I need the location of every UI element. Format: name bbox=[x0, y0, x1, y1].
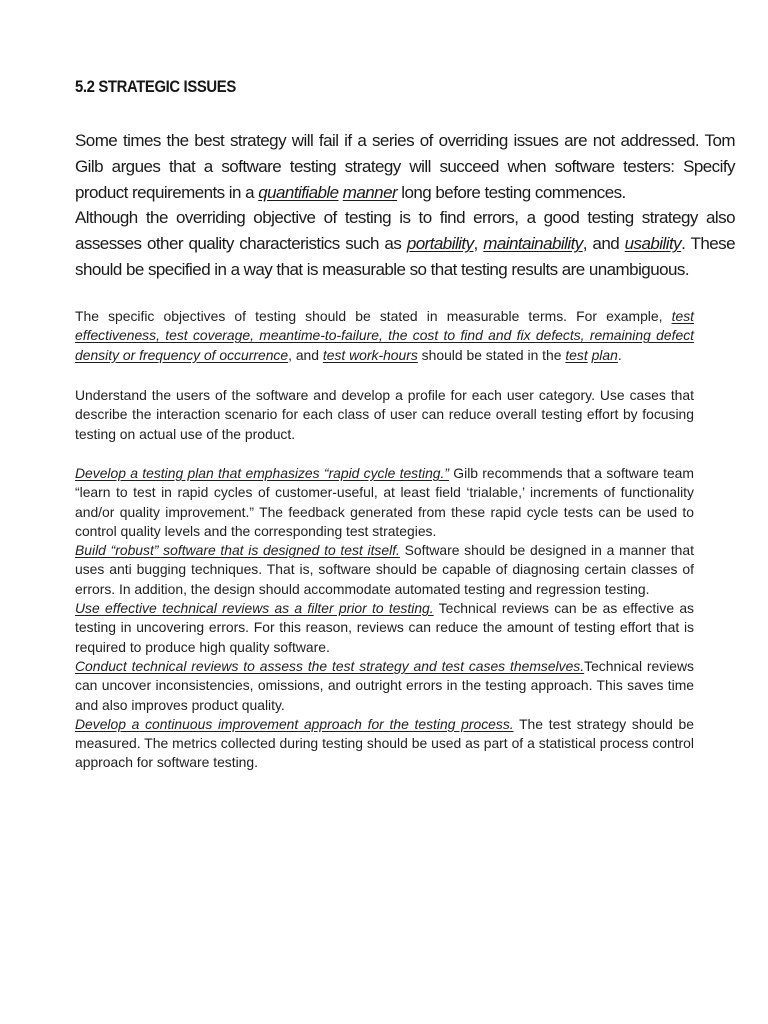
intro-text: long before testing commences. bbox=[397, 182, 626, 202]
strategy-item-text: The test strategy should be measured. The metrics collected during testing should be used as part of a statistical process control approach for software testing. bbox=[75, 715, 694, 771]
term-quantifiable: quantifiable bbox=[258, 182, 339, 202]
term-portability: portability bbox=[406, 234, 474, 254]
section-title: 5.2 STRATEGIC ISSUES bbox=[75, 78, 236, 96]
term-usability: usability bbox=[624, 234, 682, 254]
intro-text: Some times the best strategy will fail if a series of overriding issues are not addressed. Tom Gilb argues that a software testing strategy will succeed when software testers: Specify product requirements in a bbox=[75, 131, 735, 202]
objectives-paragraph: The specific objectives of testing should be stated in measurable terms. For example, test effectiveness, test coverage, meantime-to-failure, the cost to find and fix defects, remaining defect density or frequency of occurrence, and test work-hours should be stated in the test plan. bbox=[75, 308, 694, 363]
strategy-item-text: Technical reviews can be as effective as testing in uncovering errors. For this reason, reviews can reduce the amount of testing effort that is required to produce high quality software. bbox=[75, 600, 694, 655]
term-plan: plan bbox=[591, 346, 618, 363]
intro-text: . These should be specified in a way that is measurable so that testing results are unambiguous. bbox=[75, 234, 735, 279]
test-measures: test effectiveness, test coverage, meantime-to-failure, the cost to find and fix defects, remaining defect density or frequency of occurrence bbox=[75, 308, 694, 363]
strategy-item-heading: Develop a testing plan that emphasizes “rapid cycle testing.” bbox=[75, 465, 450, 481]
strategy-item-heading: Conduct technical reviews to assess the test strategy and test cases themselves. bbox=[75, 657, 585, 674]
strategy-item-text: Gilb recommends that a software team “learn to test in rapid cycles of customer-useful, at least field ‘trialable,’ increments of functionality and/or quality improvement.” The feedback generated from these rapid cycle tests can be used to control quality levels and the corresponding test strategies. bbox=[75, 465, 694, 539]
users-paragraph bbox=[75, 386, 694, 444]
strategy-item bbox=[75, 464, 694, 541]
term-manner: manner bbox=[342, 182, 398, 202]
term-test-work-hours: test work-hours bbox=[322, 346, 418, 363]
body-text: Understand the users of the software and develop a profile for each user category. Use cases that describe the interaction scenario for each class of user can reduce overall testing effort by focusing testing on actual use of the product. bbox=[75, 387, 694, 442]
strategy-items bbox=[75, 464, 694, 773]
strategy-item-heading: Develop a continuous improvement approach for the testing process. bbox=[75, 715, 514, 732]
strategy-item bbox=[75, 715, 694, 773]
intro-paragraph-1 bbox=[75, 128, 735, 205]
strategy-item bbox=[75, 599, 694, 657]
strategy-item-text: Software should be designed in a manner that uses anti bugging techniques. That is, software should be capable of diagnosing certain classes of errors. In addition, the design should accommodate automated testing and regression testing. bbox=[75, 542, 694, 597]
strategy-item-heading: Use effective technical reviews as a filter prior to testing. bbox=[75, 600, 434, 617]
term-test: test bbox=[565, 346, 588, 363]
strategy-item bbox=[75, 657, 694, 715]
intro-paragraph-2: Although the overriding objective of testing is to find errors, a good testing strategy also assesses other quality characteristics such as portability, maintainability, and usability. These should be specified in a way that is measurable so that testing results are unambiguous. bbox=[75, 208, 735, 279]
body-text: The specific objectives of testing should be stated in measurable terms. For example, bbox=[75, 308, 672, 324]
term-maintainability: maintainability bbox=[483, 234, 583, 254]
intro-block bbox=[75, 128, 735, 283]
intro-text: Although the overriding objective of testing is to find errors, a good testing strategy also assesses other quality characteristics such as bbox=[75, 208, 735, 254]
strategy-item-heading: Build “robust” software that is designed to test itself. bbox=[75, 542, 400, 559]
strategy-item bbox=[75, 541, 694, 599]
strategy-item-text: Technical reviews can uncover inconsistencies, omissions, and outright errors in the testing approach. This saves time and also improves product quality. bbox=[75, 657, 694, 713]
